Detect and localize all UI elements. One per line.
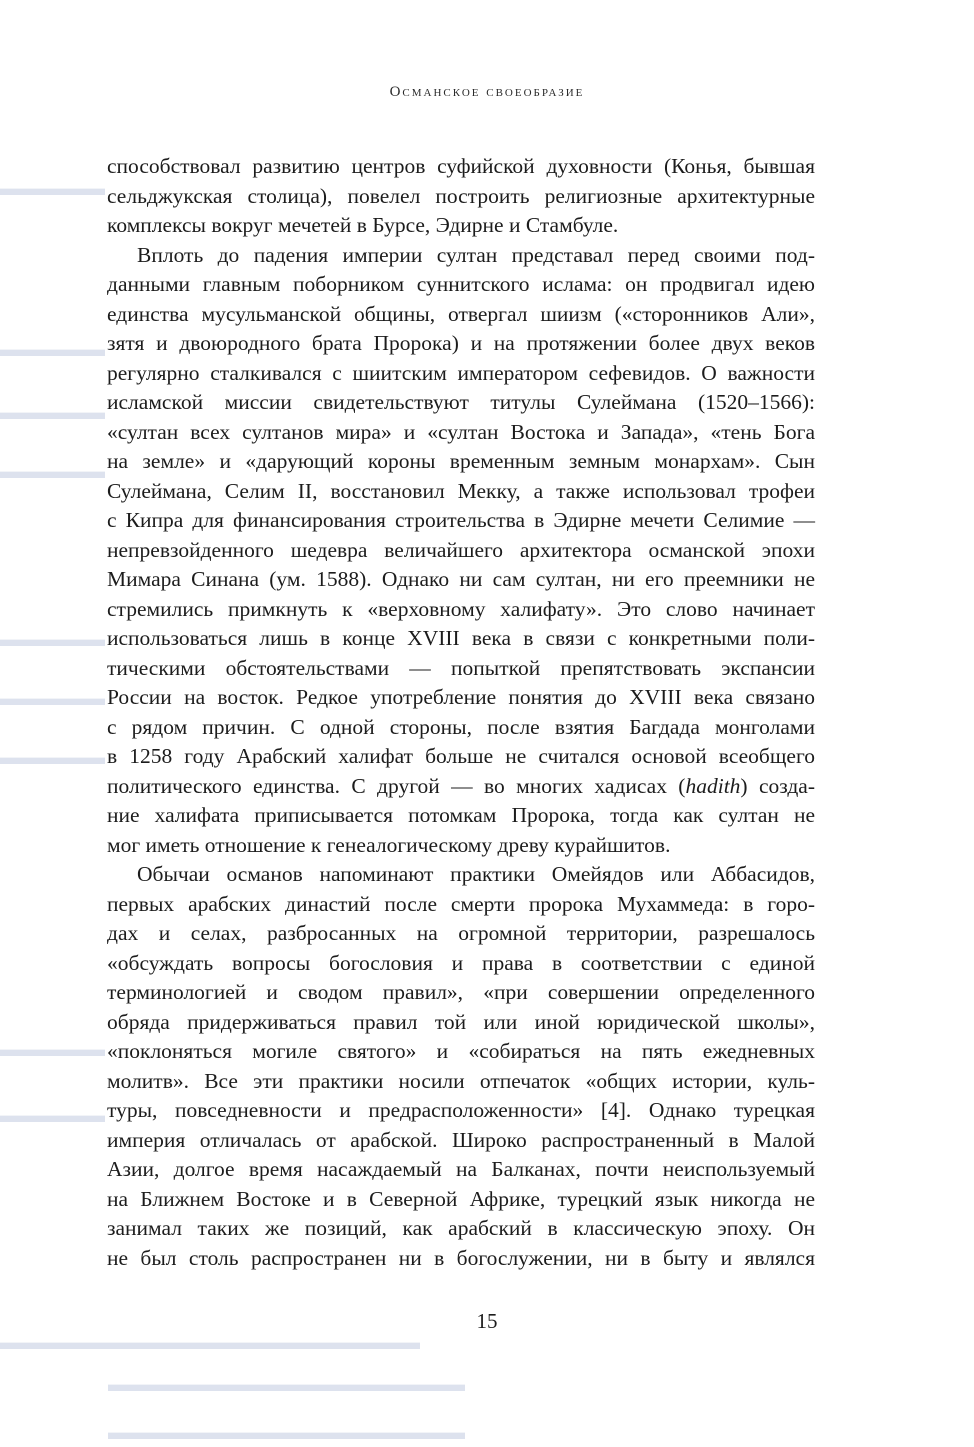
text-line: терминологией и сводом правил», «при совершении определенного: [107, 980, 815, 1004]
italic-term: hadith: [685, 773, 741, 798]
text-line: с Кипра для финансирования строительства в Эдирне мечети Селимие —: [107, 508, 815, 532]
text-line: политического единства. С другой — во многих хадисах (hadith) созда-: [107, 773, 815, 798]
text-line: способствовал развитию центров суфийской духовности (Конья, бывшая: [107, 154, 815, 178]
text-line: зятя и двоюродного брата Пророка) и на протяжении более двух веков: [107, 331, 815, 355]
text-line: исламской миссии свидетельствуют титулы Сулеймана (1520–1566):: [107, 390, 815, 414]
bleed-through-text: ▬▬▬▬▬▬▬▬▬▬▬▬▬▬▬▬▬: [108, 1372, 465, 1396]
text-line: туры, повседневности и предрасположенности» [4]. Однако турецкая: [107, 1098, 815, 1122]
text-line: ние халифата приписывается потомкам Пророка, тогда как султан не: [107, 803, 815, 827]
text-line: единства мусульманской общины, отвергал шиизм («сторонников Али»,: [107, 301, 815, 326]
text-line: регулярно сталкивался с шиитским императором сефевидов. О важности: [107, 360, 815, 385]
text-line: не был столь распространен ни в богослужении, ни в быту и являлся: [107, 1245, 815, 1270]
text-line: непревзойденного шедевра величайшего архитектора османской эпохи: [107, 537, 815, 562]
text-line: Вплоть до падения империи султан представал перед своими под-: [137, 242, 815, 267]
text-line: молитв». Все эти практики носили отпечаток «общих истории, куль-: [107, 1068, 815, 1093]
running-head: Османское своеобразие: [389, 84, 585, 100]
bleed-through-text: ▬▬▬▬▬: [0, 176, 105, 200]
text-line: данными главным поборником суннитского ислама: он продвигал идею: [107, 272, 815, 296]
text-line: мог иметь отношение к генеалогическому древу курайшитов.: [107, 832, 671, 857]
text-line: империя отличалась от арабской. Широко распространенный в Малой: [107, 1127, 815, 1152]
text-line: на Ближнем Востоке и в Северной Африке, турецкий язык никогда не: [107, 1186, 815, 1211]
text-line: в 1258 году Арабский халифат больше не считался основой всеобщего: [107, 744, 815, 768]
bleed-through-text: ▬▬▬▬▬: [0, 745, 105, 769]
bleed-through-text: ▬▬▬▬▬: [0, 1103, 105, 1127]
bleed-through-text: ▬▬▬▬▬▬▬▬▬▬▬▬▬▬▬▬▬▬▬▬: [0, 1330, 420, 1354]
bleed-through-text: ▬▬▬▬▬: [0, 400, 105, 424]
text-line: использоваться лишь в конце XVIII века в связи с конкретными поли-: [107, 626, 815, 650]
bleed-through-text: ▬▬▬▬▬▬▬▬▬▬▬▬▬▬▬▬▬: [108, 1420, 465, 1444]
body-text: [107, 152, 815, 1273]
text-line: дах и селах, разбросанных на огромной территории, разрешалось: [107, 921, 815, 945]
text-line: занимал таких же позиций, как арабский в классическую эпоху. Он: [107, 1216, 815, 1240]
text-line: Сулеймана, Селим II, восстановил Мекку, а также использовал трофеи: [107, 478, 815, 503]
text-line: первых арабских династий после смерти пророка Мухаммеда: в горо-: [107, 891, 815, 916]
bleed-through-text: ▬▬▬▬▬: [0, 627, 105, 651]
bleed-through-text: ▬▬▬▬▬: [0, 337, 105, 361]
text-line: Обычаи османов напоминают практики Омейядов или Аббасидов,: [137, 862, 815, 886]
text-line: Азии, долгое время насаждаемый на Балканах, почти неиспользуемый: [107, 1157, 815, 1181]
page-number: 15: [476, 1309, 498, 1333]
text-line: «поклоняться могиле святого» и «собираться на пять ежедневных: [107, 1039, 815, 1063]
bleed-through-text: ▬▬▬▬▬: [0, 1037, 105, 1061]
text-line: «султан всех султанов мира» и «султан Востока и Запада», «тень Бога: [107, 419, 815, 444]
text-line: комплексы вокруг мечетей в Бурсе, Эдирне и Стамбуле.: [107, 213, 619, 237]
text-line: России на восток. Редкое употребление понятия до XVIII века связано: [107, 685, 815, 709]
text-line: с рядом причин. С одной стороны, после взятия Багдада монголами: [107, 714, 815, 739]
text-line: тическими обстоятельствами — попыткой препятствовать экспансии: [107, 655, 815, 680]
text-line: «обсуждать вопросы богословия и права в соответствии с единой: [107, 950, 815, 975]
text-line: сельджукская столица), повелел построить религиозные архитектурные: [107, 183, 815, 208]
text-line: стремились примкнуть к «верховному халифату». Это слово начинает: [107, 596, 815, 621]
bleed-through-text: ▬▬▬▬▬: [0, 459, 105, 483]
text-line: Мимара Синана (ум. 1588). Однако ни сам султан, ни его преемники не: [107, 567, 815, 591]
text-line: на земле» и «дарующий короны временным земным монархам». Сын: [107, 449, 815, 473]
text-line: обряда придерживаться правил той или иной юридической школы»,: [107, 1009, 815, 1034]
bleed-through-text: ▬▬▬▬▬: [0, 686, 105, 710]
